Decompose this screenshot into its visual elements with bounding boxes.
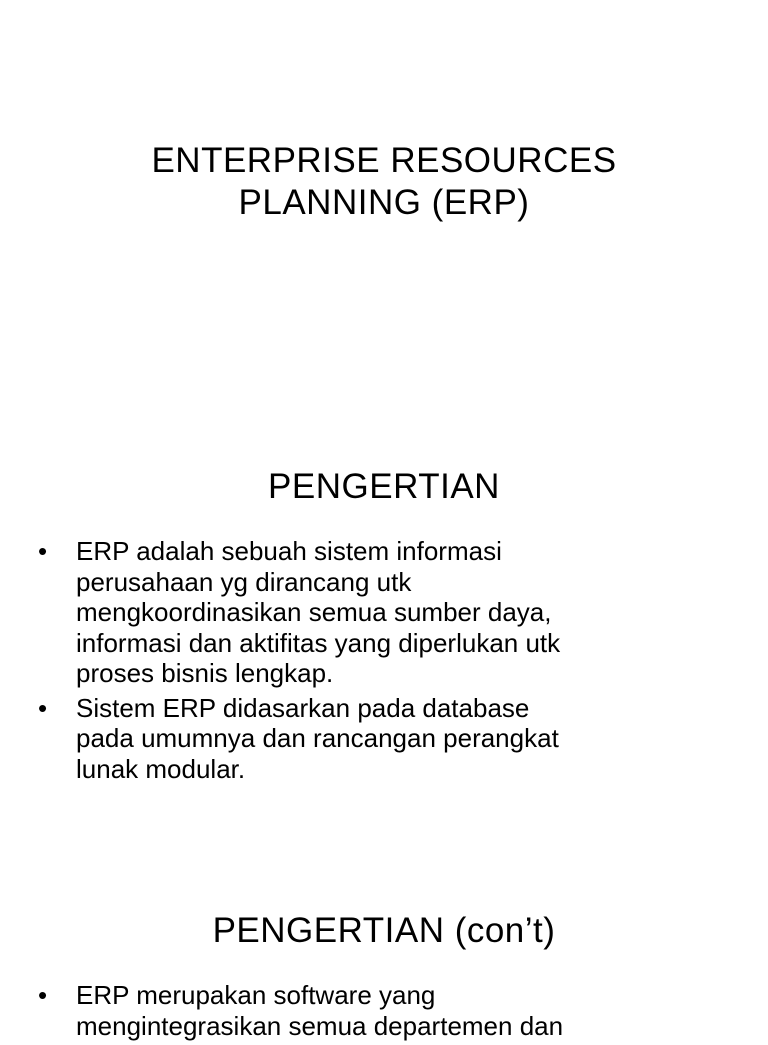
slide-2-bullet-list	[38, 536, 728, 788]
bullet-line: ERP merupakan software yang	[76, 980, 436, 1010]
bullet-dot: •	[38, 536, 48, 566]
slide-1-title	[0, 140, 768, 224]
bullet-item	[38, 980, 728, 1041]
bullet-line: lunak modular.	[76, 753, 246, 784]
slide-1-title-line-1: ENTERPRISE RESOURCES	[151, 141, 617, 180]
bullet-dot: •	[38, 980, 48, 1010]
bullet-item	[38, 536, 728, 689]
slide-2	[0, 320, 768, 880]
bullet-line: Sistem ERP didasarkan pada database	[76, 692, 530, 723]
bullet-line: proses bisnis lengkap.	[76, 658, 334, 688]
slide-3-title: PENGERTIAN (con’t)	[212, 911, 556, 950]
slide-1-title-line-2: PLANNING (ERP)	[238, 183, 530, 222]
bullet-line: pada umumnya dan rancangan perangkat	[76, 723, 559, 753]
bullet-line: perusahaan yg dirancang utk	[76, 566, 412, 597]
bullet-item	[38, 693, 728, 785]
bullet-line: mengintegrasikan semua departemen dan	[76, 1010, 564, 1041]
bullet-line: ERP adalah sebuah sistem informasi	[76, 536, 502, 566]
slide-1	[0, 0, 768, 320]
bullet-line: mengkoordinasikan semua sumber daya,	[76, 597, 552, 627]
slide-3-bullet-list	[38, 980, 728, 1045]
slide-3	[0, 880, 768, 1041]
bullet-dot: •	[38, 692, 48, 723]
slide-2-title: PENGERTIAN	[268, 467, 500, 506]
bullet-line: informasi dan aktifitas yang diperlukan utk	[76, 627, 561, 658]
